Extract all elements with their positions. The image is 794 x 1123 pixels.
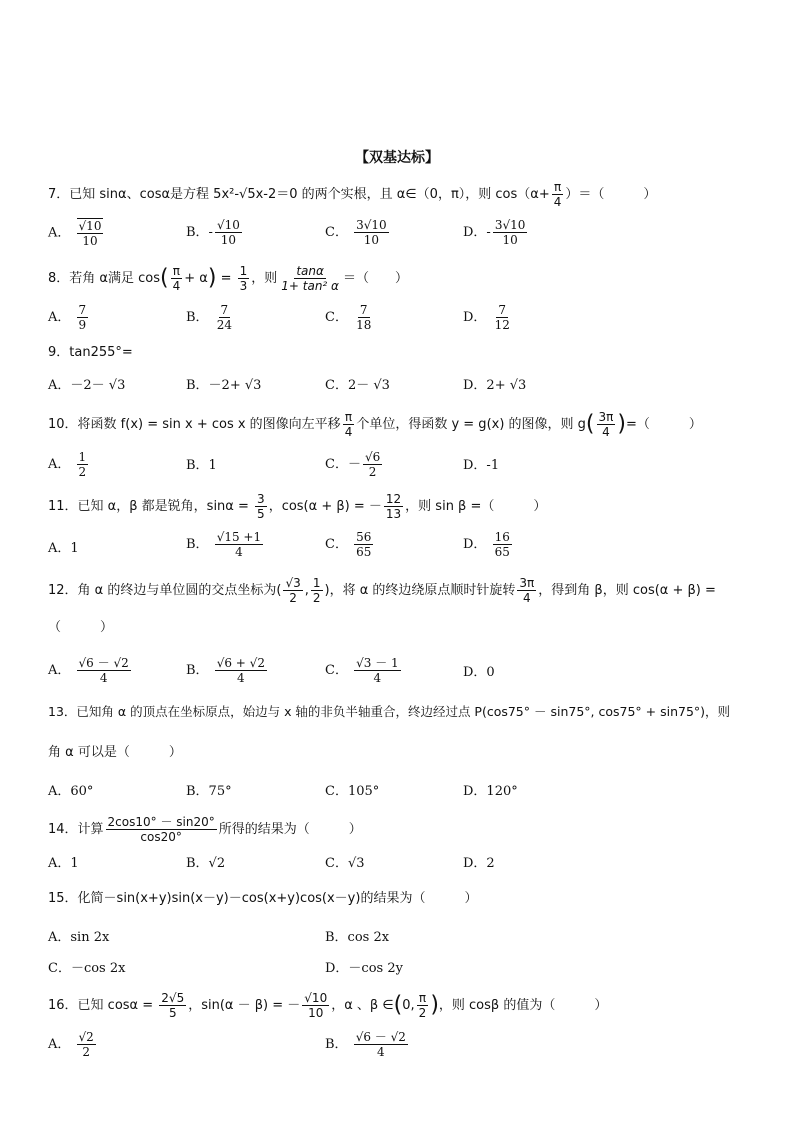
q7-stem-text: 7．已知 sinα、cosα是方程 5x²-√5x-2＝0 的两个实根，且 α∈（0，π），则 cos（α+ xyxy=(48,187,550,202)
q14-option-c[interactable]: C．√3 xyxy=(325,856,365,871)
question-8-stem: 8．若角 α满足 cos( $\frac{\pi}{4}$ + α) = $\frac{1}{3}$ ，则 $\frac{\tan\alpha}{\text{1+ tan² α}}$ ＝（ ） xyxy=(48,264,408,293)
q14-option-b[interactable]: B．√2 xyxy=(186,856,226,871)
q13-option-a[interactable]: A．60° xyxy=(48,784,94,799)
q7-pi-over-4: $\frac{\pi}{4}$ xyxy=(553,180,562,209)
q9-option-b[interactable]: B．－2+ √3 xyxy=(186,378,262,393)
q9-option-a[interactable]: A．－2－ √3 xyxy=(48,378,126,393)
q15-option-d[interactable]: D．－cos 2y xyxy=(325,961,403,976)
q11-option-c[interactable]: C． $\frac{56}{65}$ xyxy=(325,530,372,559)
question-12-stem-cont: （ ） xyxy=(48,620,114,635)
question-12-stem: 12．角 α 的终边与单位圆的交点坐标为( $\frac{√3}{2}$ , $\frac{1}{2}$ )，将 α 的终边绕原点顺时针旋转 $\frac{3\pi}{4}$ ，得到角 β，则 cos(α + β) = xyxy=(48,576,716,605)
question-14-stem: 14．计算 $\frac{2\cos 10^\circ - \sin 20^\circ}{\cos 20^\circ}$ 所得的结果为（ ） xyxy=(48,815,362,844)
q13-option-c[interactable]: C．105° xyxy=(325,784,380,799)
question-13-stem-cont: 角 α 可以是（ ） xyxy=(48,745,182,760)
q8-option-b[interactable]: B． $\frac{7}{24}$ xyxy=(186,303,232,332)
q13-option-b[interactable]: B．75° xyxy=(186,784,232,799)
q10-option-c[interactable]: C．－ $\frac{√6}{2}$ xyxy=(325,450,381,479)
q14-option-a[interactable]: A．1 xyxy=(48,856,79,871)
section-title: 【双基达标】 xyxy=(355,150,439,166)
q12-option-c[interactable]: C． $\frac{√3 - 1}{4}$ xyxy=(325,656,399,685)
question-10-stem: 10．将函数 f(x) = sin x + cos x 的图像向左平移 $\frac{\pi}{4}$ 个单位，得函数 y = g(x) 的图像，则 g( $\frac{3\pi}{4}$ )=（ ） xyxy=(48,410,702,439)
q15-option-c[interactable]: C．－cos 2x xyxy=(48,961,126,976)
q11-option-d[interactable]: D． $\frac{16}{65}$ xyxy=(463,530,510,559)
q15-option-a[interactable]: A．sin 2x xyxy=(48,930,110,945)
q12-option-b[interactable]: B． $\frac{√6 + √2}{4}$ xyxy=(186,656,265,685)
q14-option-d[interactable]: D．2 xyxy=(463,856,495,871)
q10-option-a[interactable]: A． $\frac{1}{2}$ xyxy=(48,450,87,479)
q7-option-a[interactable]: A． $\frac{√10}{10}$ xyxy=(48,219,102,248)
q15-option-b[interactable]: B．cos 2x xyxy=(325,930,390,945)
q7-option-c[interactable]: C． $\frac{3√10}{10}$ xyxy=(325,218,387,247)
q8-option-a[interactable]: A． $\frac{7}{9}$ xyxy=(48,303,87,332)
q12-option-a[interactable]: A． $\frac{√6 - √2}{4}$ xyxy=(48,656,129,685)
question-9-stem: 9．tan255°= xyxy=(48,345,133,360)
question-16-stem: 16．已知 cosα = $\frac{2√5}{5}$ ，sin(α － β) = － $\frac{√10}{10}$ ，α 、β ∈(0, $\frac{\pi}{2}$ )，则 cosβ 的值为（ ） xyxy=(48,991,608,1020)
q11-option-a[interactable]: A．1 xyxy=(48,541,79,556)
q10-option-b[interactable]: B．1 xyxy=(186,458,217,473)
q16-option-b[interactable]: B． $\frac{√6 - √2}{4}$ xyxy=(325,1030,406,1059)
question-15-stem: 15．化简－sin(x+y)sin(x－y)－cos(x+y)cos(x－y)的结果为（ ） xyxy=(48,891,478,906)
q10-option-d[interactable]: D．-1 xyxy=(463,458,500,473)
q16-option-a[interactable]: A． $\frac{√2}{2}$ xyxy=(48,1030,94,1059)
question-13-stem: 13．已知角 α 的顶点在坐标原点，始边与 x 轴的非负半轴重合，终边经过点 P(cos75° － sin75°, cos75° + sin75°)，则 xyxy=(48,704,731,719)
q13-option-d[interactable]: D．120° xyxy=(463,784,518,799)
q12-option-d[interactable]: D．0 xyxy=(463,665,495,680)
q9-option-c[interactable]: C．2－ √3 xyxy=(325,378,390,393)
q11-option-b[interactable]: B． $\frac{√15 +1}{4}$ xyxy=(186,530,262,559)
q9-option-d[interactable]: D．2+ √3 xyxy=(463,378,527,393)
q7-option-d[interactable]: D．- $\frac{3√10}{10}$ xyxy=(463,218,526,247)
q7-stem-tail: ）＝（ ） xyxy=(565,187,657,202)
q7-option-b[interactable]: B．- $\frac{√10}{10}$ xyxy=(186,218,240,247)
question-7-stem xyxy=(48,180,656,209)
q8-option-c[interactable]: C． $\frac{7}{18}$ xyxy=(325,303,372,332)
q8-option-d[interactable]: D． $\frac{7}{12}$ xyxy=(463,303,510,332)
question-11-stem: 11．已知 α，β 都是锐角，sinα = $\frac{3}{5}$ ，cos(α + β) = － $\frac{12}{13}$ ，则 sin β =（ ） xyxy=(48,492,547,521)
